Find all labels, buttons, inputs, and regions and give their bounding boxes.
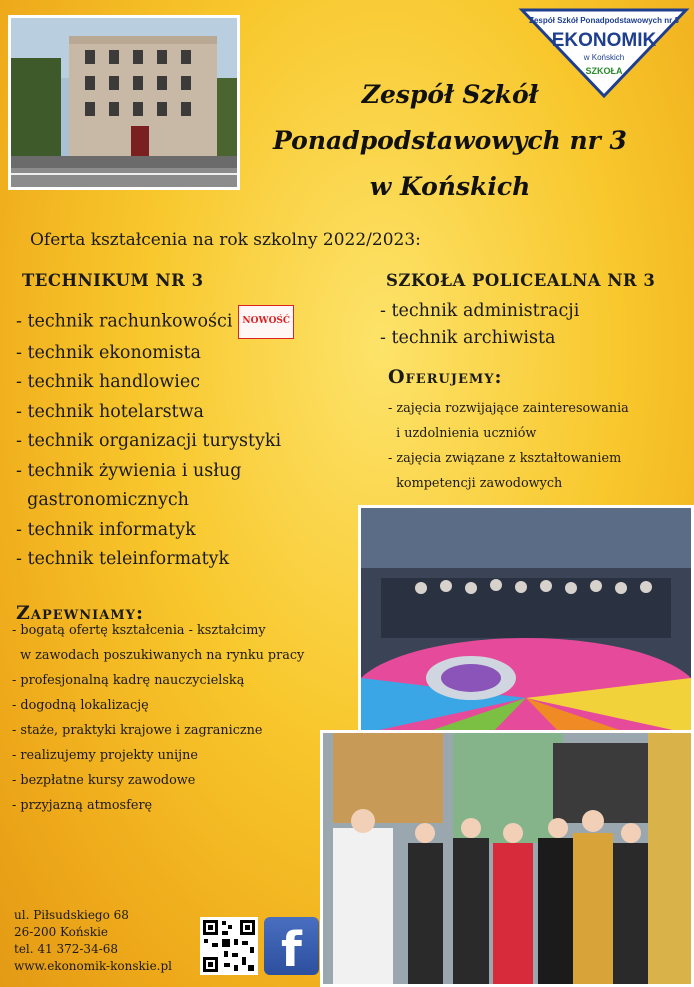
technikum-heading: TECHNIKUM NR 3	[22, 271, 204, 290]
new-badge: NOWOŚĆ	[238, 305, 294, 339]
title-line-3: w Końskich	[369, 172, 531, 201]
fair-group-photo	[320, 730, 694, 987]
list-item: - realizujemy projekty unijne	[12, 748, 198, 763]
list-item: - bezpłatne kursy zawodowe	[12, 773, 196, 788]
list-item: - staże, praktyki krajowe i zagraniczne	[12, 723, 263, 738]
zapewniamy-list	[12, 618, 362, 818]
phone: tel. 41 372-34-68	[14, 942, 119, 956]
logo-line1: Zespół Szkół Ponadpodstawowych nr 3	[529, 16, 679, 25]
list-item: gastronomicznych	[16, 490, 189, 510]
logo-line3: w Końskich	[583, 53, 625, 62]
list-item: - technik organizacji turystyki	[16, 431, 282, 451]
list-item: - technik rachunkowości NOWOŚĆ	[16, 305, 366, 339]
list-item: - technik administracji	[380, 301, 580, 321]
policealna-list	[380, 298, 680, 352]
logo-name: EKONOMIK	[551, 30, 657, 51]
tv-studio-group-photo	[358, 505, 694, 737]
address-street: ul. Piłsudskiego 68	[14, 908, 129, 922]
logo-badge: SZKOŁA	[585, 66, 623, 76]
website-link[interactable]: www.ekonomik-konskie.pl	[14, 959, 173, 973]
title-line-2: Ponadpodstawowych nr 3	[273, 126, 627, 155]
list-item: w zawodach poszukiwanych na rynku pracy	[12, 648, 305, 663]
qr-code-icon[interactable]	[200, 917, 258, 975]
list-item: - technik teleinformatyk	[16, 549, 230, 569]
offer-intro: Oferta kształcenia na rok szkolny 2022/2023:	[30, 230, 421, 250]
list-item: - technik archiwista	[380, 328, 556, 348]
list-item: - zajęcia związane z kształtowaniem	[388, 451, 622, 466]
school-building-photo	[8, 15, 240, 190]
list-item: - bogatą ofertę kształcenia - kształcimy	[12, 623, 266, 638]
list-item: - technik żywienia i usług	[16, 460, 242, 481]
list-item: - profesjonalną kadrę nauczycielską	[12, 673, 245, 688]
list-item: - technik informatyk	[16, 519, 196, 540]
list-item: i uzdolnienia uczniów	[388, 426, 537, 441]
zapewniamy-heading: Zapewniamy:	[16, 602, 144, 624]
list-item: - dogodną lokalizację	[12, 698, 149, 713]
address-city: 26-200 Końskie	[14, 925, 109, 939]
oferujemy-heading: Oferujemy:	[388, 366, 503, 388]
title-line-1: Zespół Szkół	[361, 80, 539, 109]
list-item: - technik hotelarstwa	[16, 401, 204, 422]
oferujemy-list	[388, 396, 688, 496]
technikum-list	[16, 305, 366, 575]
contact-block	[14, 907, 172, 975]
facebook-icon[interactable]: f	[264, 917, 319, 975]
list-item: - przyjazną atmosferę	[12, 798, 153, 813]
list-item: kompetencji zawodowych	[388, 476, 563, 491]
policealna-heading: SZKOŁA POLICEALNA NR 3	[386, 271, 656, 290]
list-item: - zajęcia rozwijające zainteresowania	[388, 401, 629, 416]
list-item: - technik ekonomista	[16, 342, 201, 363]
list-item: - technik handlowiec	[16, 372, 201, 392]
